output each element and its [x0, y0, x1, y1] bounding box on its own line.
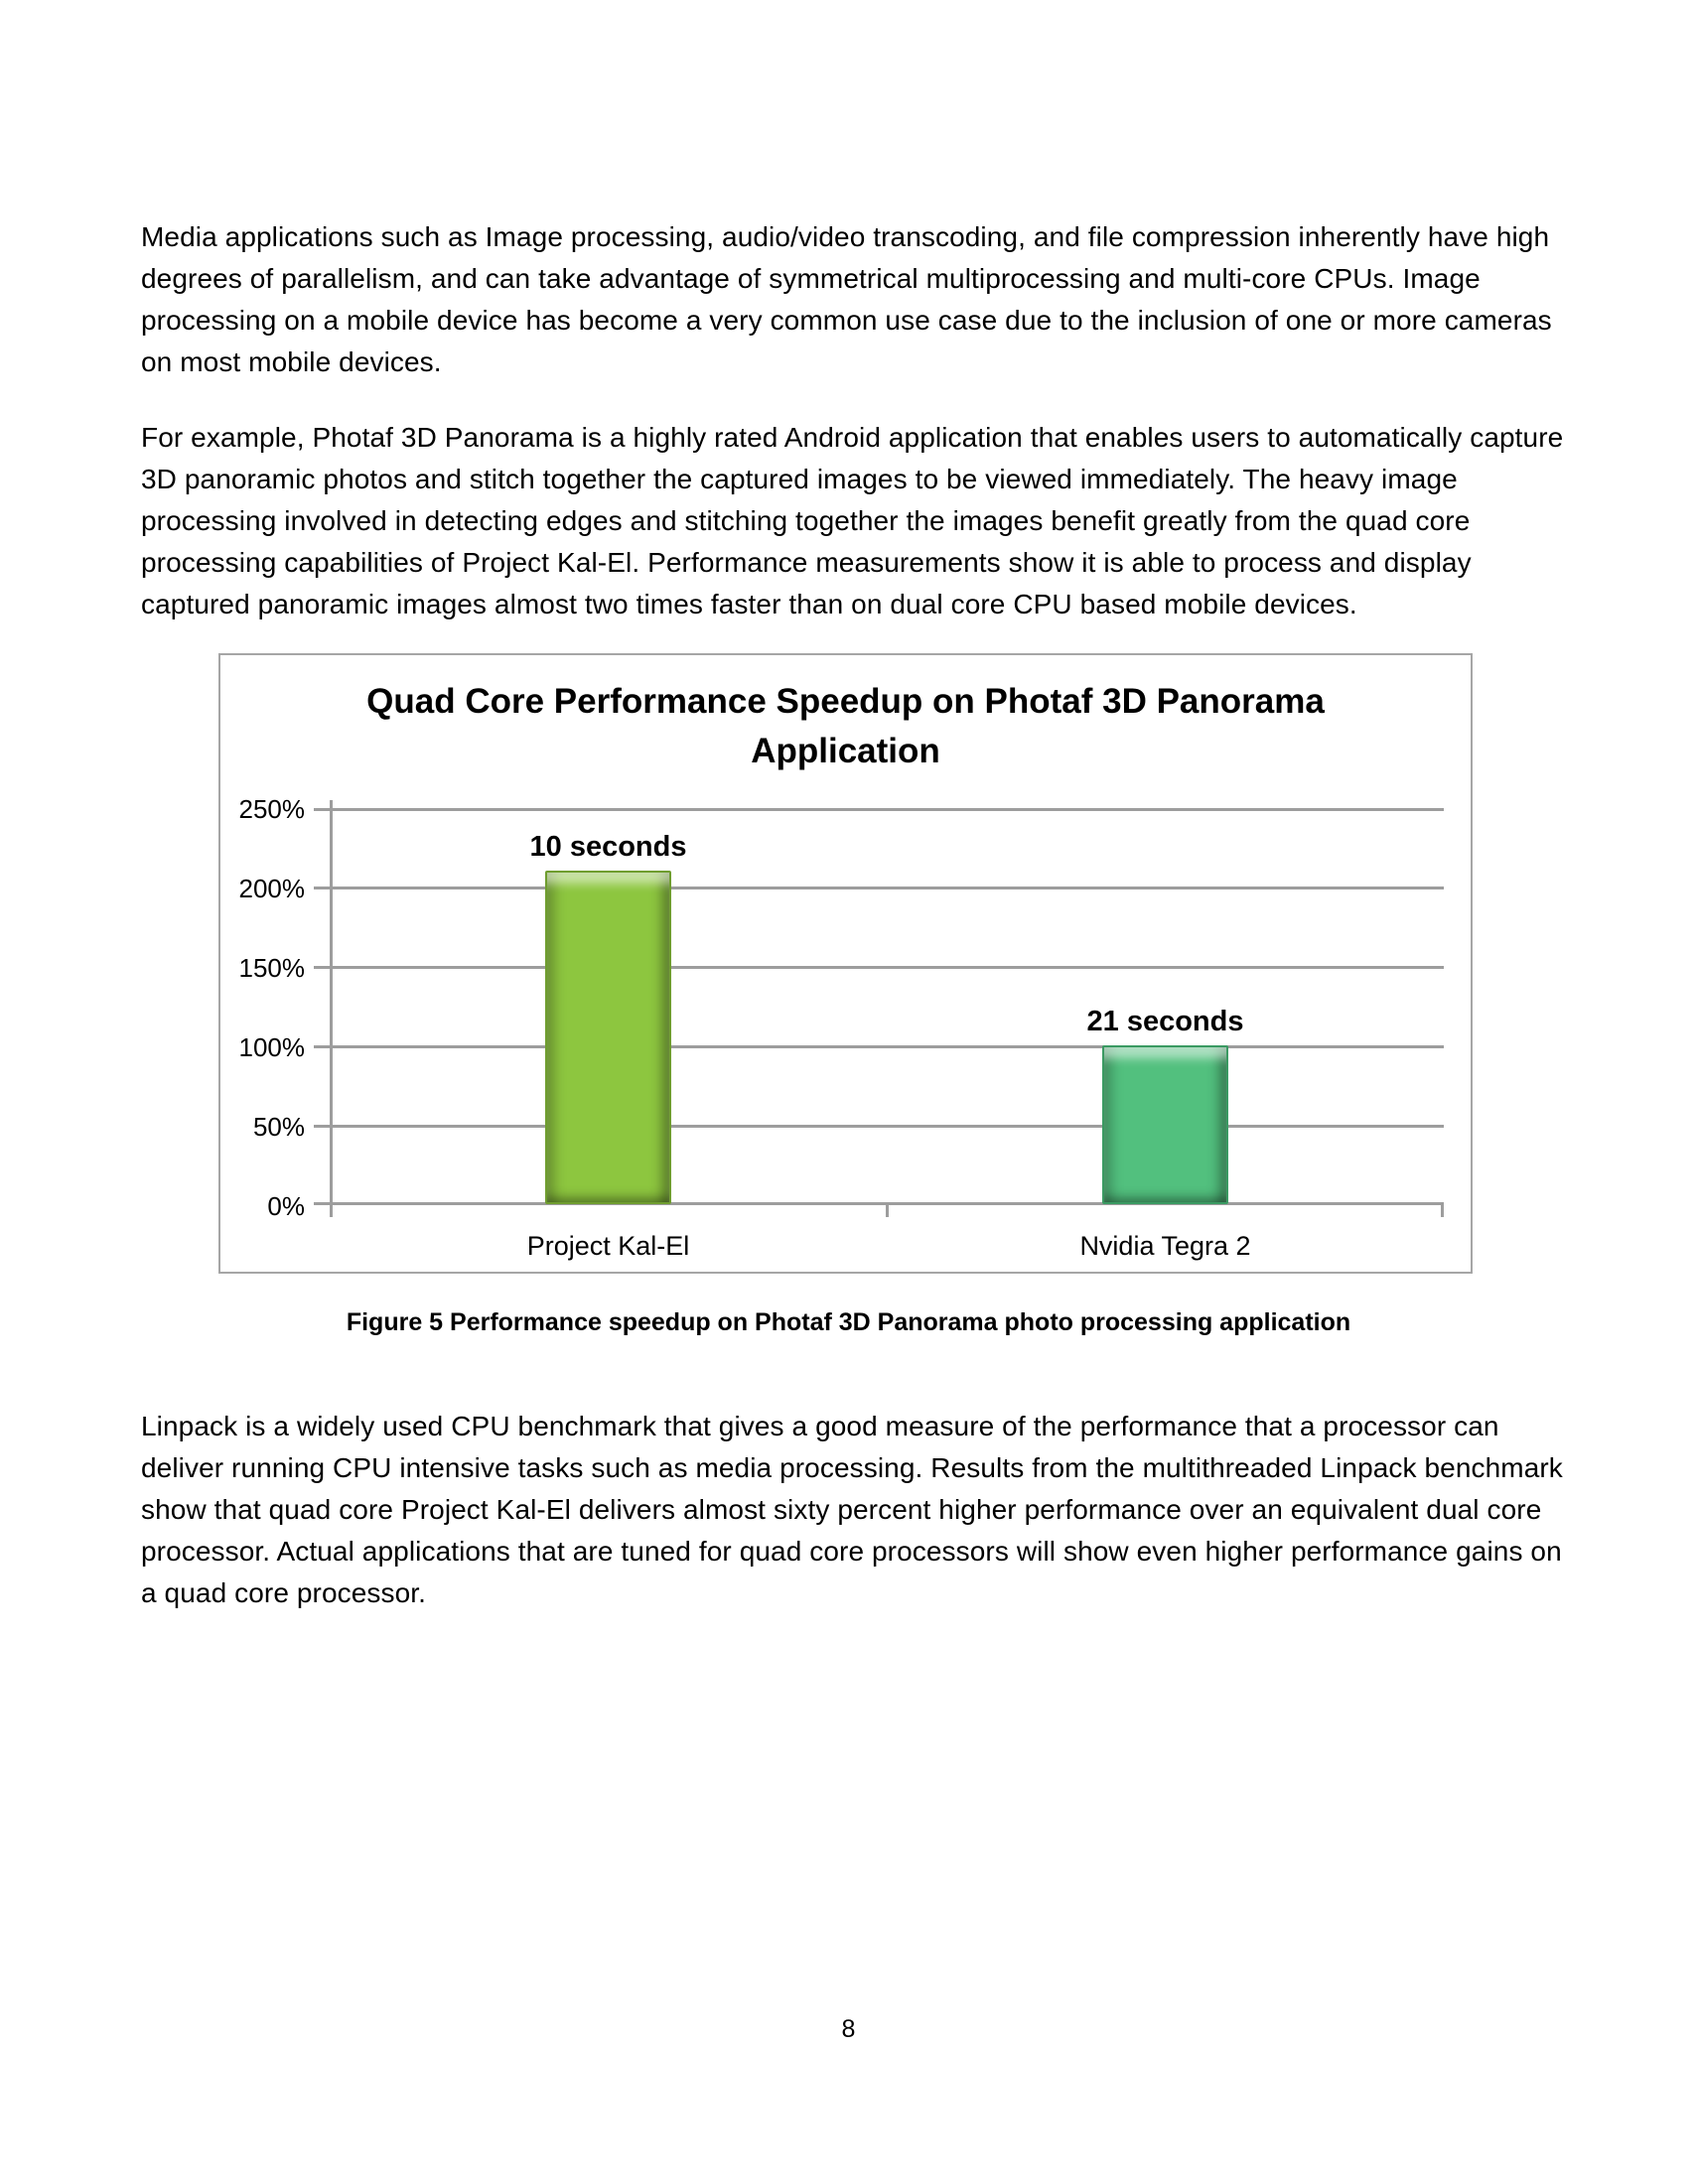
gridline	[330, 1045, 1444, 1048]
x-tick-mark	[1441, 1205, 1444, 1217]
gridline	[330, 1125, 1444, 1128]
y-tick-label: 50%	[252, 1112, 305, 1142]
plot-area	[238, 794, 1444, 1261]
y-tick-mark	[314, 1202, 330, 1205]
y-tick-label: 200%	[238, 874, 305, 903]
category-label: Project Kal-El	[526, 1231, 690, 1261]
gridline	[330, 887, 1444, 889]
y-axis-line	[330, 800, 333, 1211]
gridline	[330, 808, 1444, 811]
bar-project-kal-el	[545, 871, 671, 1204]
y-tick-mark	[314, 966, 330, 969]
x-tick-mark	[330, 1205, 333, 1217]
paragraph-photaf-example: For example, Photaf 3D Panorama is a highly rated Android application that enables users to automatically capture 3D panoramic photos and stitch together the captured images to be viewed immediately. The heavy image processing involved in detecting edges and stitching together the images benefit greatly from the quad core processing capabilities of Project Kal-El. Performance measurements show it is able to process and display captured panoramic images almost two times faster than on dual core CPU based mobile devices.	[141, 422, 1564, 619]
y-tick-label: 100%	[238, 1032, 305, 1062]
paragraph-linpack: Linpack is a widely used CPU benchmark that gives a good measure of the performance that a processor can deliver running CPU intensive tasks such as media processing. Results from the multithreaded Linpack benchmark show that quad core Project Kal-El delivers almost sixty percent higher performance over an equivalent dual core processor. Actual applications that are tuned for quad core processors will show even higher performance gains on a quad core processor.	[141, 1411, 1563, 1608]
y-tick-mark	[314, 1045, 330, 1048]
paragraph-media-applications: Media applications such as Image processing, audio/video transcoding, and file compression inherently have high degrees of parallelism, and can take advantage of symmetrical multiprocessing and multi-core CPUs. Image processing on a mobile device has become a very common use case due to the inclusion of one or more cameras on most mobile devices.	[141, 221, 1552, 377]
y-tick-mark	[314, 808, 330, 811]
y-tick-label: 0%	[267, 1191, 305, 1221]
y-tick-mark	[314, 1125, 330, 1128]
x-tick-mark	[886, 1205, 889, 1217]
y-tick-label: 250%	[238, 794, 305, 824]
bar-value-label: 10 seconds	[529, 831, 687, 863]
bar-nvidia-tegra-2	[1102, 1045, 1228, 1204]
bar-value-label: 21 seconds	[1086, 1006, 1244, 1037]
page-number: 8	[841, 2015, 856, 2043]
category-label: Nvidia Tegra 2	[1079, 1231, 1251, 1261]
figure-caption: Figure 5 Performance speedup on Photaf 3D Panorama photo processing application	[346, 1308, 1351, 1336]
chart-title: Quad Core Performance Speedup on Photaf 3D Panorama Application	[366, 682, 1325, 770]
gridline	[330, 966, 1444, 969]
chart-figure	[218, 653, 1473, 1274]
y-tick-label: 150%	[238, 953, 305, 983]
y-tick-mark	[314, 887, 330, 889]
